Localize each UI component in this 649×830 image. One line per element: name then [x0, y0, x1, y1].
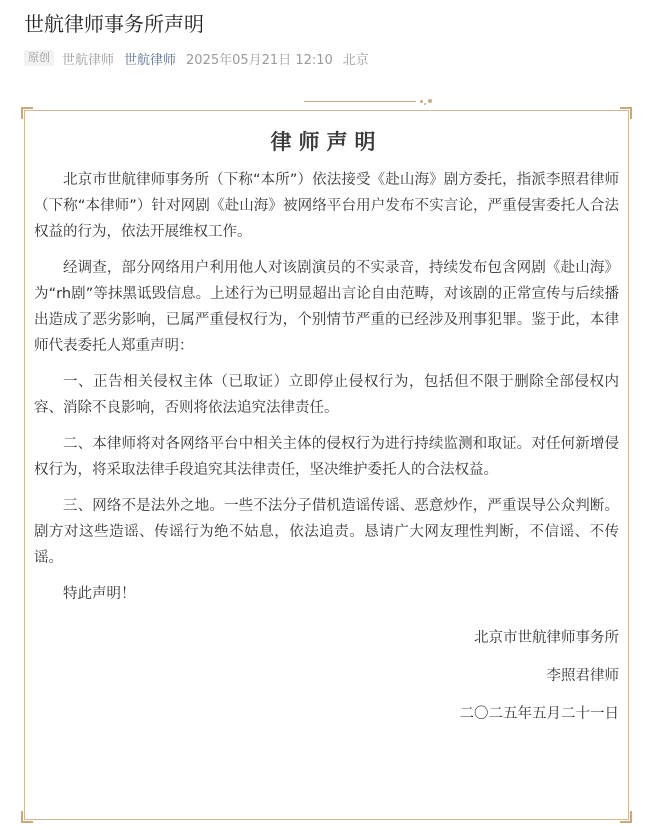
signature-lawyer: 李照君律师	[546, 668, 619, 684]
statement-heading: 律师声明	[270, 130, 383, 154]
statement-closing: 特此声明！	[63, 586, 136, 602]
ornament-line	[304, 101, 416, 102]
article-meta	[24, 47, 369, 69]
ornament-dot	[424, 103, 426, 105]
frame-corner	[21, 811, 33, 823]
statement-content	[34, 120, 619, 727]
publish-datetime: 2025年05月21日 12:10	[186, 52, 333, 68]
statement-paragraph: 三、网络不是法外之地。一些不法分子借机造谣传谣、恶意炒作，严重误导公众判断。剧方对这些造谣、传谣行为绝不姑息，依法追责。恳请广大网友理性判断，不信谣、不传谣。	[34, 498, 619, 566]
signature-firm: 北京市世航律师事务所	[474, 630, 619, 646]
frame-corner	[620, 811, 632, 823]
signature-date: 二〇二五年五月二十一日	[459, 706, 619, 722]
divider-ornament	[304, 98, 434, 106]
frame-corner	[620, 107, 632, 119]
original-badge: 原创	[24, 50, 54, 66]
publish-location: 北京	[342, 52, 369, 68]
author-name: 世航律师	[62, 52, 115, 68]
statement-paragraph: 一、正告相关侵权主体（已取证）立即停止侵权行为，包括但不限于删除全部侵权内容、消除不良影响，否则将依法追究法律责任。	[34, 374, 619, 416]
ornament-dot	[428, 99, 432, 103]
frame-corner	[21, 107, 33, 119]
article-title: 世航律师事务所声明	[24, 12, 204, 36]
account-link[interactable]: 世航律师	[124, 52, 177, 68]
statement-paragraph: 北京市世航律师事务所（下称“本所”）依法接受《赴山海》剧方委托，指派李照君律师（下称“本律师”）针对网剧《赴山海》被网络平台用户发布不实言论，严重侵害委托人合法权益的行为，依法开展维权工作。	[34, 172, 619, 240]
ornament-dot	[420, 100, 423, 103]
statement-paragraph: 二、本律师将对各网络平台中相关主体的侵权行为进行持续监测和取证。对任何新增侵权行为，将采取法律手段追究其法律责任，坚决维护委托人的合法权益。	[34, 436, 619, 478]
statement-paragraph: 经调查，部分网络用户利用他人对该剧演员的不实录音，持续发布包含网剧《赴山海》为“rh剧”等抹黑诋毁信息。上述行为已明显超出言论自由范畴，对该剧的正常宣传与后续播出造成了恶劣影响，已属严重侵权行为，个别情节严重的已经涉及刑事犯罪。鉴于此，本律师代表委托人郑重声明：	[34, 260, 619, 354]
